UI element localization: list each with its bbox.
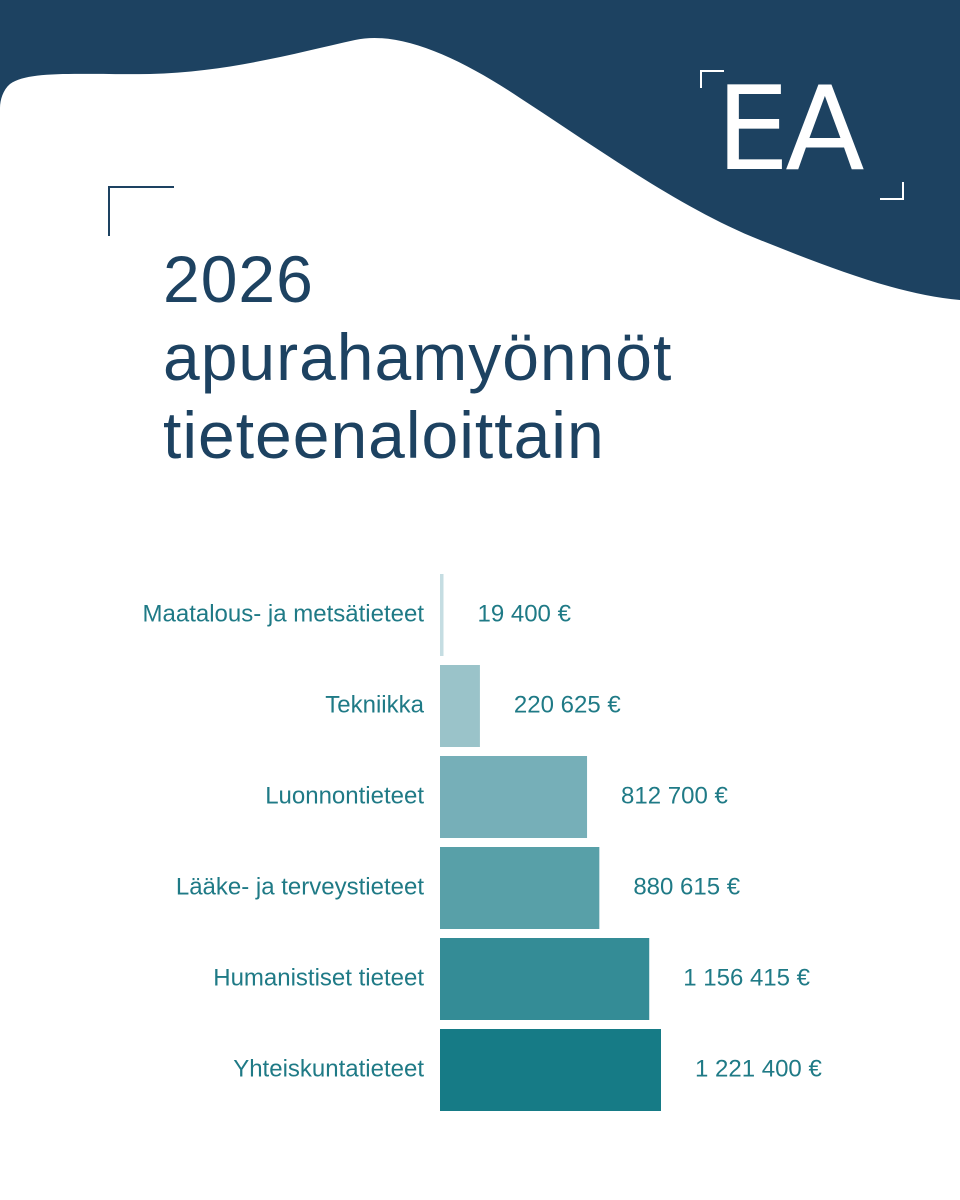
ea-logo [700, 62, 904, 200]
category-label-5: Humanistiset tieteet [213, 964, 424, 992]
category-label-6: Yhteiskuntatieteet [233, 1055, 424, 1083]
value-label-2: 220 625 € [513, 691, 621, 719]
title-corner-bracket [108, 186, 174, 236]
page-title [163, 240, 943, 474]
category-label-4: Lääke- ja terveystieteet [175, 873, 424, 901]
value-label-5: 1 156 415 € [683, 964, 811, 992]
title-line-main: apurahamyönnöt [163, 320, 673, 394]
category-label-3: Luonnontieteet [265, 782, 424, 810]
category-label-2: Tekniikka [325, 691, 424, 719]
logo-text: EA [716, 62, 861, 197]
bar-2 [440, 665, 480, 747]
bar-3 [440, 756, 587, 838]
bar-1 [440, 574, 444, 656]
category-label-1: Maatalous- ja metsätieteet [142, 600, 424, 628]
value-label-6: 1 221 400 € [695, 1055, 822, 1083]
bar-5 [440, 938, 649, 1020]
value-label-3: 812 700 € [621, 782, 728, 810]
value-label-4: 880 615 € [633, 873, 741, 901]
title-line-sub: tieteenaloittain [163, 398, 605, 472]
bar-6 [440, 1029, 661, 1111]
title-line-year: 2026 [163, 242, 314, 316]
chart-svg [0, 560, 960, 1140]
logo-corner-bottom-right [880, 182, 904, 200]
grant-bar-chart [0, 560, 960, 1140]
bar-4 [440, 847, 599, 929]
value-label-1: 19 400 € [477, 600, 571, 628]
